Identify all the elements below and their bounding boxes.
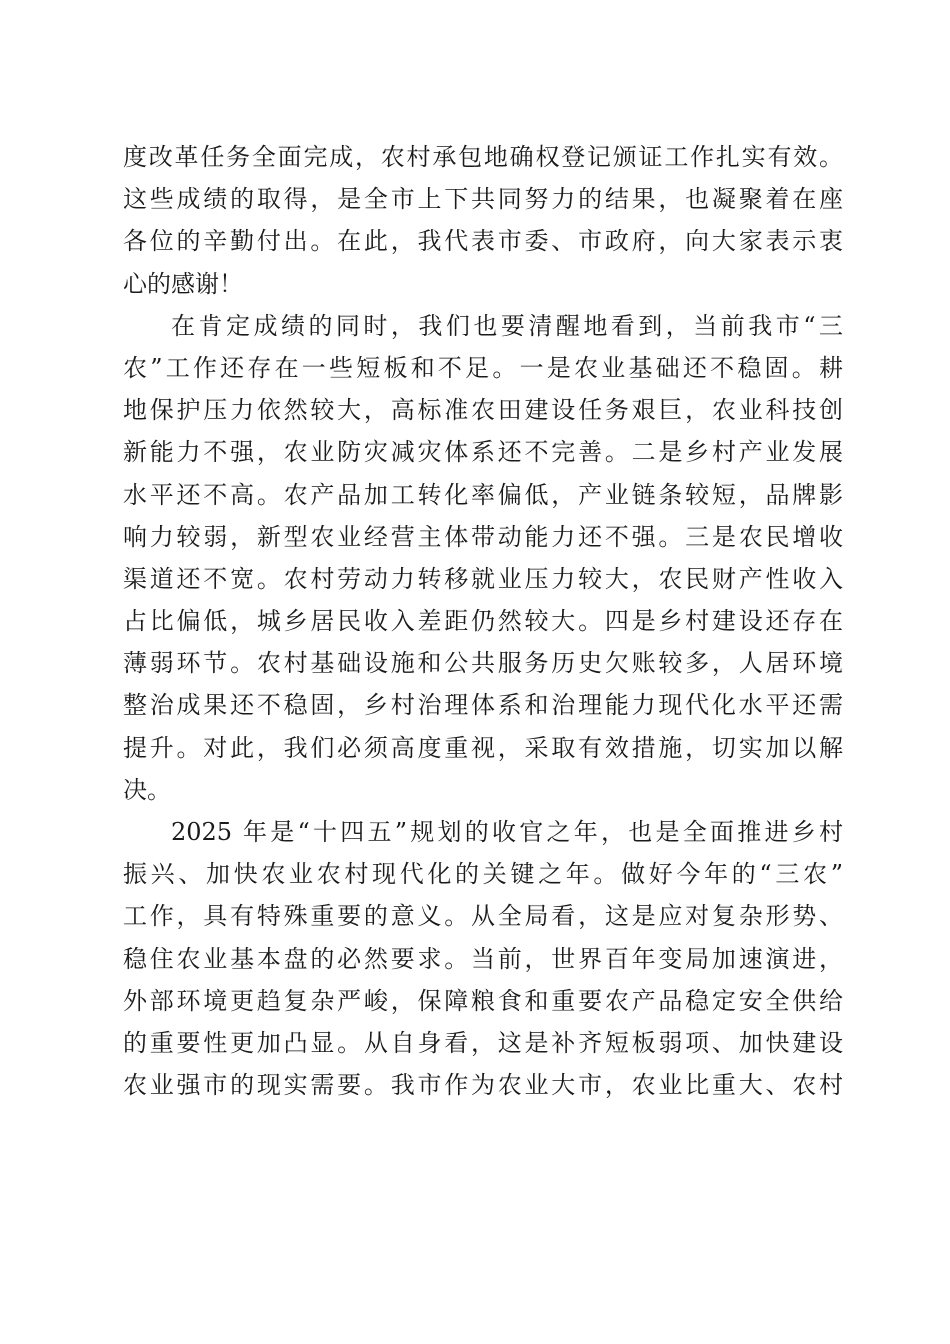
text-line: 农业强市的现实需要。我市作为农业大市，农业比重大、农村 <box>123 1071 843 1100</box>
text-line: 这些成绩的取得，是全市上下共同努力的结果，也凝聚着在座 <box>123 185 843 214</box>
text-line: 决。 <box>123 775 171 804</box>
text-line: 在肯定成绩的同时，我们也要清醒地看到，当前我市“三 <box>171 311 843 340</box>
text-line: 稳住农业基本盘的必然要求。当前，世界百年变局加速演进， <box>123 944 843 973</box>
text-line: 渠道还不宽。农村劳动力转移就业压力较大，农民财产性收入 <box>123 564 843 593</box>
text-line: 农”工作还存在一些短板和不足。一是农业基础还不稳固。耕 <box>123 353 843 382</box>
text-line: 提升。对此，我们必须高度重视，采取有效措施，切实加以解 <box>123 733 843 762</box>
text-line: 新能力不强，农业防灾减灾体系还不完善。二是乡村产业发展 <box>123 438 843 467</box>
text-line: 振兴、加快农业农村现代化的关键之年。做好今年的“三农” <box>123 860 843 889</box>
text-line: 薄弱环节。农村基础设施和公共服务历史欠账较多，人居环境 <box>123 649 843 678</box>
text-line: 各位的辛勤付出。在此，我代表市委、市政府，向大家表示衷 <box>123 227 843 256</box>
body-text <box>123 136 843 1106</box>
text-line: 工作，具有特殊重要的意义。从全局看，这是应对复杂形势、 <box>123 902 843 931</box>
text-line: 的重要性更加凸显。从自身看，这是补齐短板弱项、加快建设 <box>123 1028 843 1057</box>
text-line: 占比偏低，城乡居民收入差距仍然较大。四是乡村建设还存在 <box>123 607 843 636</box>
text-line: 整治成果还不稳固，乡村治理体系和治理能力现代化水平还需 <box>123 691 843 720</box>
text-line: 外部环境更趋复杂严峻，保障粮食和重要农产品稳定安全供给 <box>123 986 843 1015</box>
text-line: 响力较弱，新型农业经营主体带动能力还不强。三是农民增收 <box>123 522 843 551</box>
text-line: 度改革任务全面完成，农村承包地确权登记颁证工作扎实有效。 <box>123 143 843 171</box>
text-line: 水平还不高。农产品加工转化率偏低，产业链条较短，品牌影 <box>123 480 843 509</box>
text-line: 心的感谢！ <box>123 269 243 298</box>
text-line: 地保护压力依然较大，高标准农田建设任务艰巨，农业科技创 <box>123 396 843 425</box>
text-line: 2025 年是“十四五”规划的收官之年，也是全面推进乡村 <box>171 818 843 846</box>
